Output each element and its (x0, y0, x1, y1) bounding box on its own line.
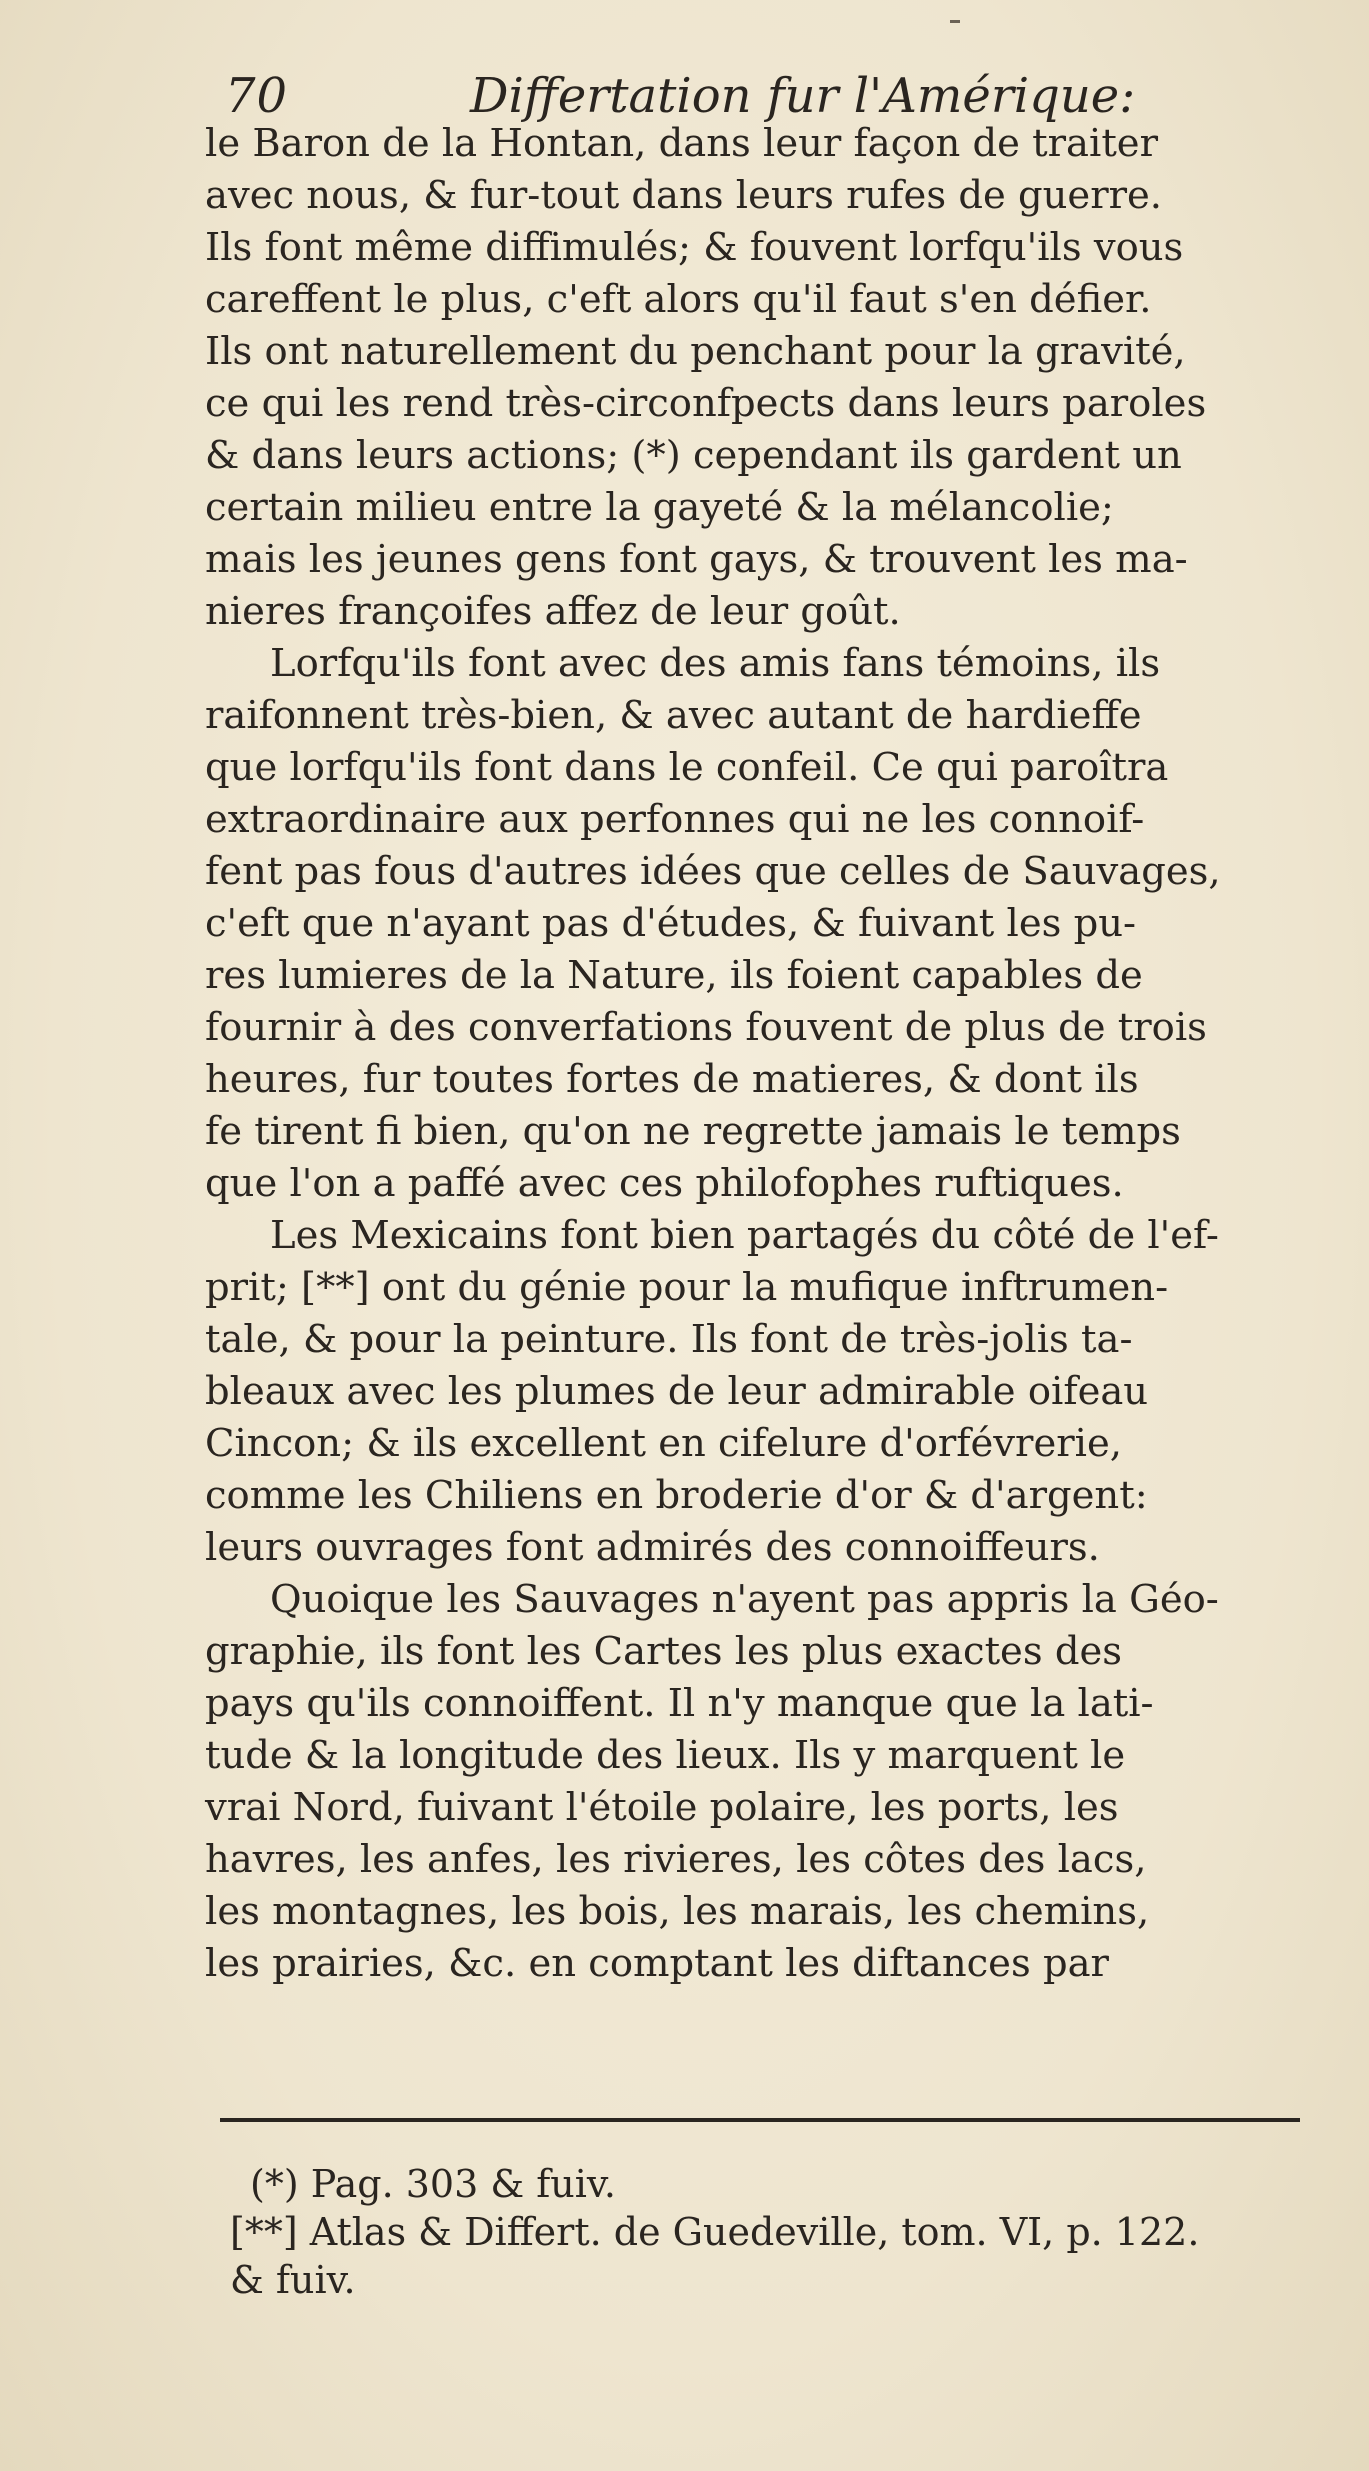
text-line: pays qu'ils connoiffent. Il n'y manque que la lati- (205, 1681, 1154, 1726)
text-line: & dans leurs actions; (*) cependant ils gardent un (205, 433, 1182, 478)
text-line: leurs ouvrages font admirés des connoiffeurs. (205, 1525, 1100, 1570)
footnote: (*) Pag. 303 & fuiv. (250, 2162, 616, 2206)
text-line: les montagnes, les bois, les marais, les chemins, (205, 1889, 1150, 1934)
paragraph-first-line: Les Mexicains font bien partagés du côté de l'ef- (270, 1213, 1219, 1258)
text-line: Ils font même diffimulés; & fouvent lorfqu'ils vous (205, 225, 1184, 270)
text-line: tude & la longitude des lieux. Ils y marquent le (205, 1733, 1126, 1778)
text-line: graphie, ils font les Cartes les plus exactes des (205, 1629, 1123, 1674)
paragraph-first-line: Lorfqu'ils font avec des amis fans témoins, ils (270, 641, 1161, 686)
page-number: 70 (225, 68, 289, 124)
text-line: que l'on a paffé avec ces philofophes ruftiques. (205, 1161, 1124, 1206)
text-line: avec nous, & fur-tout dans leurs rufes de guerre. (205, 173, 1163, 218)
text-line: certain milieu entre la gayeté & la mélancolie; (205, 485, 1114, 530)
text-line: bleaux avec les plumes de leur admirable oifeau (205, 1369, 1149, 1414)
footnote: [**] Atlas & Differt. de Guedeville, tom. VI, p. 122. (230, 2210, 1200, 2254)
text-line: Cincon; & ils excellent en cifelure d'orfévrerie, (205, 1421, 1122, 1466)
footnote-continuation: & fuiv. (230, 2258, 356, 2302)
text-line: tale, & pour la peinture. Ils font de très-jolis ta- (205, 1317, 1133, 1362)
text-line: havres, les anfes, les rivieres, les côtes des lacs, (205, 1837, 1147, 1882)
text-line: le Baron de la Hontan, dans leur façon de traiter (205, 121, 1158, 166)
footnote-divider (220, 2118, 1300, 2122)
text-line: comme les Chiliens en broderie d'or & d'argent: (205, 1473, 1148, 1518)
paragraph-first-line: Quoique les Sauvages n'ayent pas appris la Géo- (270, 1577, 1219, 1622)
running-head: Differtation fur l'Amérique: (470, 68, 1136, 124)
text-line: heures, fur toutes fortes de matieres, & dont ils (205, 1057, 1139, 1102)
printer-mark (950, 20, 960, 23)
text-line: fent pas fous d'autres idées que celles de Sauvages, (205, 849, 1221, 894)
text-line: fe tirent fi bien, qu'on ne regrette jamais le temps (205, 1109, 1181, 1154)
text-line: les prairies, &c. en comptant les diftances par (205, 1941, 1109, 1986)
text-line: fournir à des converfations fouvent de plus de trois (205, 1005, 1207, 1050)
text-line: careffent le plus, c'eft alors qu'il faut s'en défier. (205, 277, 1152, 322)
text-line: Ils ont naturellement du penchant pour la gravité, (205, 329, 1186, 374)
text-line: prit; [**] ont du génie pour la mufique inftrumen- (205, 1265, 1169, 1310)
text-line: raifonnent très-bien, & avec autant de hardieffe (205, 693, 1142, 738)
text-line: vrai Nord, fuivant l'étoile polaire, les ports, les (205, 1785, 1119, 1830)
text-line: mais les jeunes gens font gays, & trouvent les ma- (205, 537, 1188, 582)
text-line: que lorfqu'ils font dans le confeil. Ce qui paroîtra (205, 745, 1169, 790)
text-line: ce qui les rend très-circonfpects dans leurs paroles (205, 381, 1207, 426)
text-line: nieres françoifes affez de leur goût. (205, 589, 901, 634)
text-line: c'eft que n'ayant pas d'études, & fuivant les pu- (205, 901, 1137, 946)
text-line: res lumieres de la Nature, ils foient capables de (205, 953, 1143, 998)
text-line: extraordinaire aux perfonnes qui ne les connoif- (205, 797, 1145, 842)
